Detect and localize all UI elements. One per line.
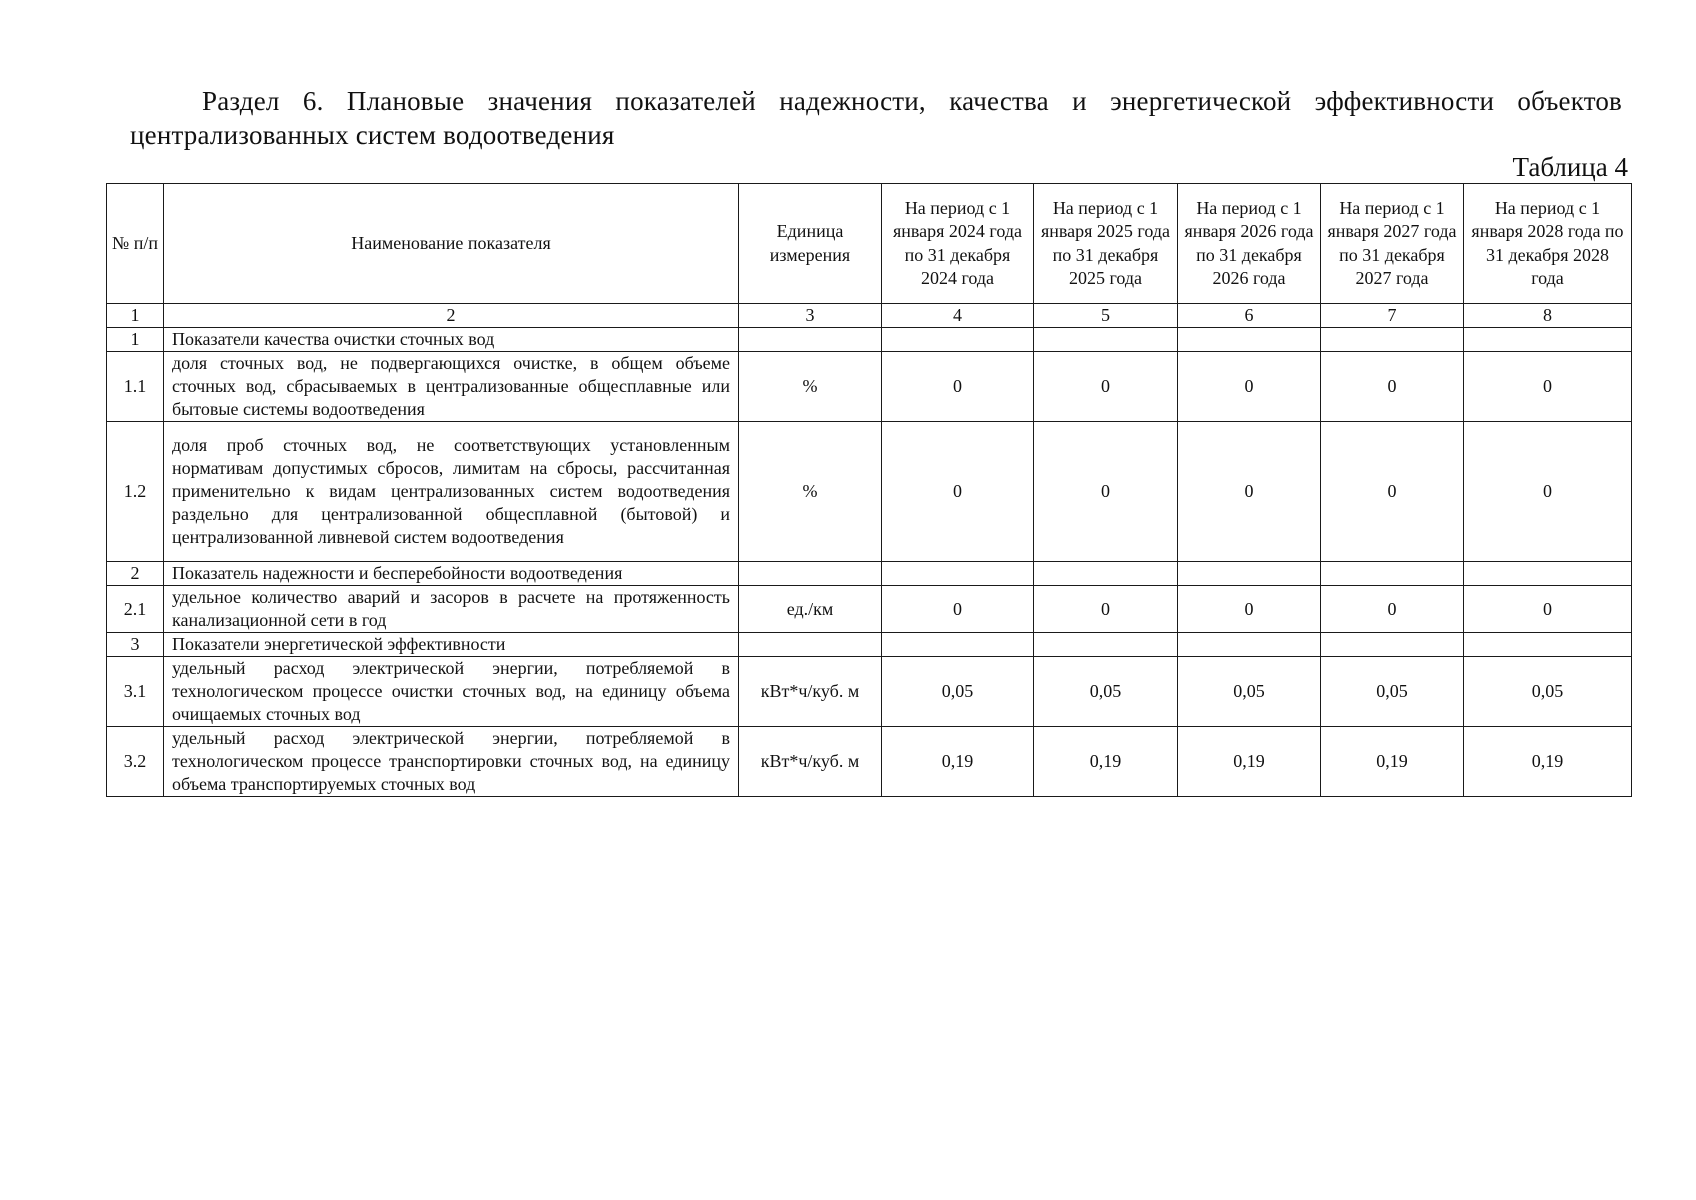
table-row	[107, 657, 1632, 727]
value-cell: 0	[1178, 422, 1321, 562]
value-cell	[882, 633, 1034, 657]
value-cell: 0,19	[1034, 727, 1178, 797]
value-cell	[1321, 328, 1464, 352]
value-cell: 0,19	[1178, 727, 1321, 797]
unit-cell: %	[739, 422, 882, 562]
header-cell-period-2026: На период с 1 января 2026 года по 31 декабря 2026 года	[1178, 184, 1321, 304]
value-cell: 0,05	[1178, 657, 1321, 727]
table-row	[107, 633, 1632, 657]
row-number: 1	[107, 328, 164, 352]
value-cell: 0	[1034, 352, 1178, 422]
value-cell	[1321, 633, 1464, 657]
unit-cell: кВт*ч/куб. м	[739, 727, 882, 797]
header-cell-period-2025: На период с 1 января 2025 года по 31 декабря 2025 года	[1034, 184, 1178, 304]
section-heading: Раздел 6. Плановые значения показателей надежности, качества и энергетической эффективности объектов централизованных систем водоотведения	[130, 86, 1622, 150]
indicator-name: доля сточных вод, не подвергающихся очистке, в общем объеме сточных вод, сбрасываемых в централизованные общесплавные или бытовые системы водоотведения	[164, 352, 739, 422]
column-number: 4	[882, 304, 1034, 328]
value-cell: 0,05	[1321, 657, 1464, 727]
indicator-name: удельный расход электрической энергии, потребляемой в технологическом процессе очистки сточных вод, на единицу объема очищаемых сточных вод	[164, 657, 739, 727]
unit-cell: ед./км	[739, 586, 882, 633]
value-cell	[1464, 328, 1632, 352]
header-cell-unit: Единица измерения	[739, 184, 882, 304]
column-number: 6	[1178, 304, 1321, 328]
indicator-name: Показатели качества очистки сточных вод	[164, 328, 739, 352]
column-number-row	[107, 304, 1632, 328]
indicator-name: Показатели энергетической эффективности	[164, 633, 739, 657]
value-cell: 0	[1178, 586, 1321, 633]
value-cell	[1034, 633, 1178, 657]
table-row	[107, 328, 1632, 352]
header-cell-period-2024: На период с 1 января 2024 года по 31 декабря 2024 года	[882, 184, 1034, 304]
unit-cell	[739, 562, 882, 586]
value-cell	[1178, 562, 1321, 586]
header-cell-name: Наименование показателя	[164, 184, 739, 304]
unit-cell: %	[739, 352, 882, 422]
value-cell: 0	[1321, 422, 1464, 562]
value-cell	[1178, 633, 1321, 657]
value-cell	[882, 328, 1034, 352]
column-number: 2	[164, 304, 739, 328]
value-cell: 0	[1178, 352, 1321, 422]
value-cell: 0,05	[1464, 657, 1632, 727]
indicator-name: Показатель надежности и бесперебойности водоотведения	[164, 562, 739, 586]
column-number: 5	[1034, 304, 1178, 328]
table-row	[107, 422, 1632, 562]
indicator-name: удельный расход электрической энергии, потребляемой в технологическом процессе транспортировки сточных вод, на единицу объема транспортируемых сточных вод	[164, 727, 739, 797]
value-cell: 0	[1321, 586, 1464, 633]
column-number: 8	[1464, 304, 1632, 328]
value-cell	[882, 562, 1034, 586]
indicator-name: удельное количество аварий и засоров в расчете на протяженность канализационной сети в год	[164, 586, 739, 633]
header-cell-period-2027: На период с 1 января 2027 года по 31 декабря 2027 года	[1321, 184, 1464, 304]
value-cell	[1034, 562, 1178, 586]
value-cell	[1034, 328, 1178, 352]
column-number: 7	[1321, 304, 1464, 328]
value-cell	[1178, 328, 1321, 352]
row-number: 2.1	[107, 586, 164, 633]
table-row	[107, 727, 1632, 797]
indicator-name: доля проб сточных вод, не соответствующих установленным нормативам допустимых сбросов, лимитам на сбросы, рассчитанная применительно к видам централизованных систем водоотведения раздельно для централизованной общесплавной (бытовой) и централизованной ливневой систем водоотведения	[164, 422, 739, 562]
value-cell	[1464, 562, 1632, 586]
value-cell: 0	[1464, 352, 1632, 422]
row-number: 3	[107, 633, 164, 657]
value-cell: 0	[1464, 586, 1632, 633]
header-cell-num: № п/п	[107, 184, 164, 304]
value-cell: 0,19	[1321, 727, 1464, 797]
row-number: 3.1	[107, 657, 164, 727]
value-cell: 0	[1034, 422, 1178, 562]
header-cell-period-2028: На период с 1 января 2028 года по 31 декабря 2028 года	[1464, 184, 1632, 304]
column-number: 1	[107, 304, 164, 328]
value-cell: 0	[1464, 422, 1632, 562]
table-row	[107, 562, 1632, 586]
table-label: Таблица 4	[1512, 152, 1628, 182]
value-cell: 0	[882, 422, 1034, 562]
unit-cell: кВт*ч/куб. м	[739, 657, 882, 727]
value-cell: 0	[1034, 586, 1178, 633]
column-number: 3	[739, 304, 882, 328]
unit-cell	[739, 328, 882, 352]
row-number: 3.2	[107, 727, 164, 797]
value-cell	[1321, 562, 1464, 586]
row-number: 2	[107, 562, 164, 586]
row-number: 1.2	[107, 422, 164, 562]
value-cell: 0,19	[1464, 727, 1632, 797]
value-cell: 0,05	[1034, 657, 1178, 727]
row-number: 1.1	[107, 352, 164, 422]
table-row	[107, 586, 1632, 633]
unit-cell	[739, 633, 882, 657]
value-cell: 0,19	[882, 727, 1034, 797]
value-cell: 0,05	[882, 657, 1034, 727]
header-row	[107, 184, 1632, 304]
value-cell: 0	[882, 352, 1034, 422]
value-cell: 0	[882, 586, 1034, 633]
table-row	[107, 352, 1632, 422]
value-cell	[1464, 633, 1632, 657]
value-cell: 0	[1321, 352, 1464, 422]
indicators-table	[106, 183, 1632, 797]
